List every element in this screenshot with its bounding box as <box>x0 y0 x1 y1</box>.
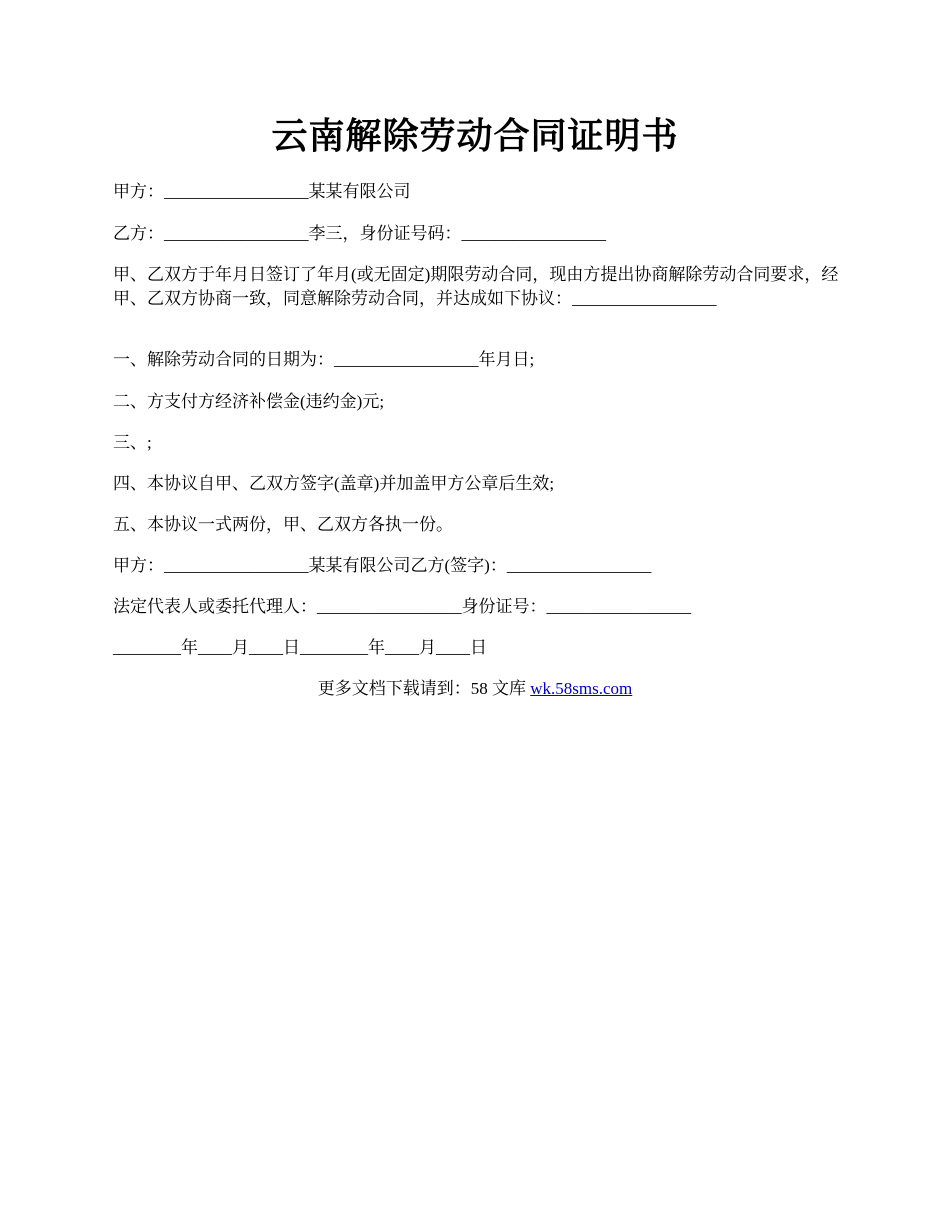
footer <box>0 677 950 701</box>
footer-text: 更多文档下载请到：58 文库 <box>317 679 531 698</box>
date-line: ________年____月____日________年____月____日 <box>113 638 487 657</box>
clause-4: 四、本协议自甲、乙双方签字(盖章)并加盖甲方公章后生效; <box>113 474 555 493</box>
clause-1: 一、解除劳动合同的日期为：_________________年月日; <box>113 350 535 369</box>
intro-paragraph: 甲、乙双方于年月日签订了年月(或无固定)期限劳动合同，现由方提出协商解除劳动合同要求，经甲、乙双方协商一致，同意解除劳动合同，并达成如下协议：_________________ <box>113 265 839 308</box>
party-b-line: 乙方：_________________李三，身份证号码：_________________ <box>113 224 606 243</box>
representative-line: 法定代表人或委托代理人：_________________身份证号：_________________ <box>113 597 691 616</box>
footer-link[interactable]: wk.58sms.com <box>530 679 633 698</box>
clause-5: 五、本协议一式两份，甲、乙双方各执一份。 <box>113 515 453 534</box>
signature-line: 甲方：_________________某某有限公司乙方(签字)：_________________ <box>113 556 652 575</box>
clause-3: 三、; <box>113 433 152 452</box>
party-a-line: 甲方：_________________某某有限公司 <box>113 182 411 201</box>
clause-2: 二、方支付方经济补偿金(违约金)元; <box>113 392 385 411</box>
document-title: 云南解除劳动合同证明书 <box>271 116 679 156</box>
